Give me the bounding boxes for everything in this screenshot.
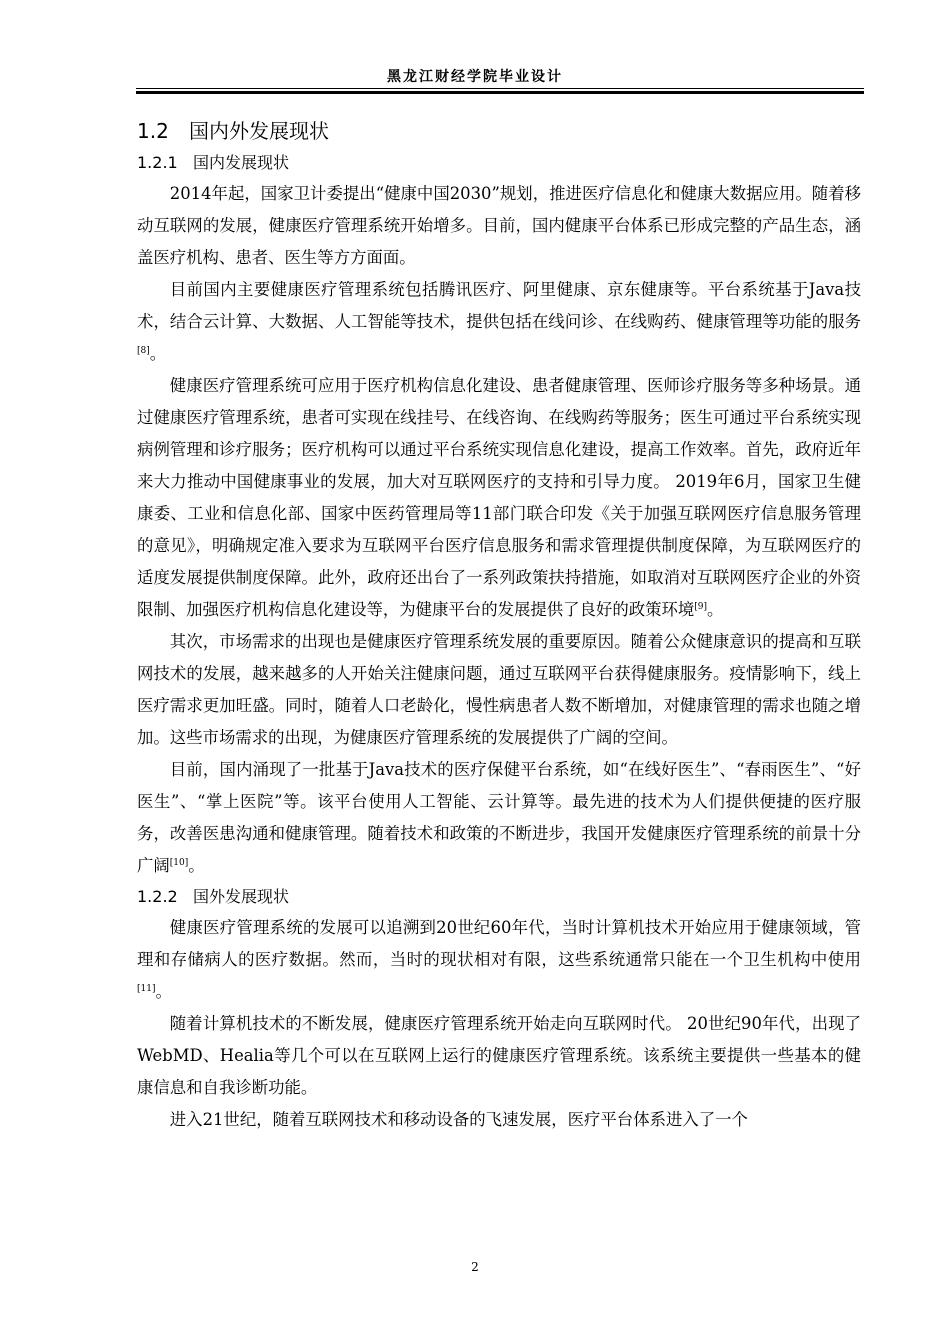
- header-rule-thin: [136, 88, 864, 89]
- section-title: 国内外发展现状: [189, 119, 329, 143]
- header-rule-thick: [136, 91, 864, 94]
- paragraph-end: 。: [188, 856, 205, 875]
- paragraph: [137, 912, 861, 1008]
- subsection-number: 1.2.1: [137, 153, 178, 172]
- citation-ref: [10]: [169, 858, 189, 868]
- paragraph: 随着计算机技术的不断发展，健康医疗管理系统开始走向互联网时代。 20世纪90年代，出现了WebMD、Healia等几个可以在互联网上运行的健康医疗管理系统。该系统主要提供一些基本的健康信息和自我诊断功能。: [137, 1014, 861, 1097]
- paragraph: [137, 754, 861, 882]
- subsection-number: 1.2.2: [137, 887, 178, 906]
- paragraph-end: 。: [149, 344, 167, 363]
- subsection-heading-foreign: [137, 882, 861, 912]
- paragraph: 进入21世纪，随着互联网技术和移动设备的飞速发展，医疗平台体系进入了一个: [169, 1110, 748, 1129]
- paragraph-text: 健康医疗管理系统可应用于医疗机构信息化建设、患者健康管理、医师诊疗服务等多种场景。通过健康医疗管理系统，患者可实现在线挂号、在线咨询、在线购药等服务；医生可通过平台系统实现病例管理和诊疗服务；医疗机构可以通过平台系统实现信息化建设，提高工作效率。首先，政府近年来大力推动中国健康事业的发展，加大对互联网医疗的支持和引导力度。 2019年6月，国家卫生健康委、工业和信息化部、国家中医药管理局等11部门联合印发《关于加强互联网医疗信息服务管理的意见》，明确规定准入要求为互联网平台医疗信息服务和需求管理提供制度保障，为互联网医疗的适度发展提供制度保障。此外，政府还出台了一系列政策扶持措施，如取消对互联网医疗企业的外资限制、加强医疗机构信息化建设等，为健康平台的发展提供了良好的政策环境: [137, 376, 861, 619]
- page-body: [137, 114, 861, 1136]
- citation-ref: [8]: [137, 346, 150, 356]
- citation-ref: [11]: [137, 984, 156, 994]
- paragraph-end: 。: [155, 982, 172, 1001]
- paragraph: [137, 274, 861, 370]
- document-header-title: 黑龙江财经学院毕业设计: [387, 69, 563, 85]
- paragraph-text: 目前，国内涌现了一批基于Java技术的医疗保健平台系统，如“在线好医生”、“春雨医生”、“好医生”、“掌上医院”等。该平台使用人工智能、云计算等。最先进的技术为人们提供便捷的医疗服务，改善医患沟通和健康管理。随着技术和政策的不断进步，我国开发健康医疗管理系统的前景十分广阔: [137, 760, 861, 875]
- subsection-title: 国内发展现状: [193, 153, 290, 172]
- paragraph: 2014年起，国家卫计委提出“健康中国2030”规划，推进医疗信息化和健康大数据应用。随着移动互联网的发展，健康医疗管理系统开始增多。目前，国内健康平台体系已形成完整的产品生态，涵盖医疗机构、患者、医生等方方面面。: [137, 184, 861, 267]
- subsection-title: 国外发展现状: [193, 887, 290, 906]
- section-number: 1.2: [137, 119, 169, 143]
- paragraph-text: 目前国内主要健康医疗管理系统包括腾讯医疗、阿里健康、京东健康等。平台系统基于Java技术，结合云计算、大数据、人工智能等技术，提供包括在线问诊、在线购药、健康管理等功能的服务: [137, 280, 861, 331]
- paragraph-end: 。: [707, 600, 724, 619]
- paragraph: 其次，市场需求的出现也是健康医疗管理系统发展的重要原因。随着公众健康意识的提高和互联网技术的发展，越来越多的人开始关注健康问题，通过互联网平台获得健康服务。疫情影响下，线上医疗需求更加旺盛。同时，随着人口老龄化，慢性病患者人数不断增加，对健康管理的需求也随之增加。这些市场需求的出现，为健康医疗管理系统的发展提供了广阔的空间。: [137, 632, 861, 747]
- section-heading: [137, 114, 861, 148]
- paragraph: [137, 370, 861, 626]
- subsection-heading-domestic: [137, 148, 861, 178]
- page-number: 2: [471, 1260, 479, 1274]
- paragraph-text: 健康医疗管理系统的发展可以追溯到20世纪60年代，当时计算机技术开始应用于健康领域，管理和存储病人的医疗数据。然而，当时的现状相对有限，这些系统通常只能在一个卫生机构中使用: [137, 918, 861, 969]
- citation-ref: [9]: [694, 602, 708, 612]
